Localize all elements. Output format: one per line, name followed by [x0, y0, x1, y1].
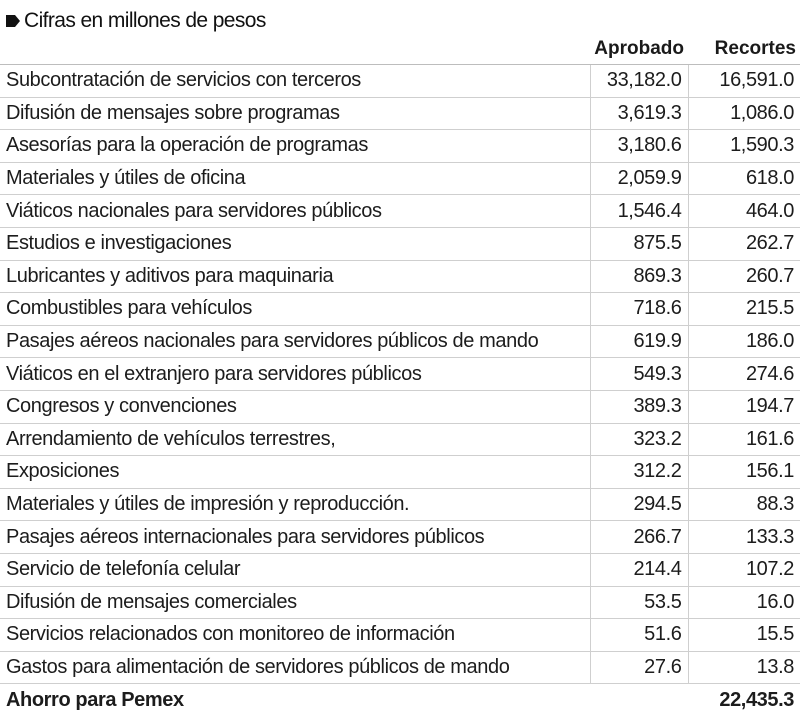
row-approved: 619.9 [590, 325, 688, 358]
row-concept: Servicios relacionados con monitoreo de información [0, 619, 590, 652]
row-cuts: 186.0 [688, 325, 800, 358]
row-cuts: 13.8 [688, 651, 800, 684]
row-cuts: 133.3 [688, 521, 800, 554]
row-cuts: 1,590.3 [688, 130, 800, 163]
row-cuts: 194.7 [688, 390, 800, 423]
row-cuts: 16.0 [688, 586, 800, 619]
row-concept: Asesorías para la operación de programas [0, 130, 590, 163]
total-empty-cell [590, 684, 688, 716]
row-concept: Viáticos nacionales para servidores públicos [0, 195, 590, 228]
table-row [0, 260, 800, 293]
table-caption [6, 8, 266, 34]
row-cuts: 215.5 [688, 293, 800, 326]
table-row [0, 130, 800, 163]
row-concept: Subcontratación de servicios con terceros [0, 65, 590, 98]
row-approved: 33,182.0 [590, 65, 688, 98]
table-row [0, 586, 800, 619]
row-cuts: 156.1 [688, 456, 800, 489]
row-cuts: 15.5 [688, 619, 800, 652]
row-approved: 51.6 [590, 619, 688, 652]
row-approved: 3,180.6 [590, 130, 688, 163]
table-row [0, 358, 800, 391]
row-approved: 323.2 [590, 423, 688, 456]
header-concept [0, 34, 590, 65]
row-approved: 1,546.4 [590, 195, 688, 228]
row-approved: 3,619.3 [590, 97, 688, 130]
tag-marker-icon [6, 14, 20, 28]
row-approved: 214.4 [590, 553, 688, 586]
row-concept: Pasajes aéreos nacionales para servidores públicos de mando [0, 325, 590, 358]
row-approved: 53.5 [590, 586, 688, 619]
table-row [0, 521, 800, 554]
row-approved: 549.3 [590, 358, 688, 391]
row-cuts: 618.0 [688, 162, 800, 195]
row-concept: Servicio de telefonía celular [0, 553, 590, 586]
row-approved: 875.5 [590, 227, 688, 260]
row-approved: 718.6 [590, 293, 688, 326]
table-row [0, 162, 800, 195]
header-approved: Aprobado [590, 34, 688, 65]
row-concept: Estudios e investigaciones [0, 227, 590, 260]
table-row [0, 97, 800, 130]
row-approved: 2,059.9 [590, 162, 688, 195]
table-row [0, 390, 800, 423]
total-value: 22,435.3 [719, 688, 794, 711]
table-row [0, 293, 800, 326]
table-row [0, 619, 800, 652]
table-row [0, 65, 800, 98]
table-row [0, 195, 800, 228]
row-cuts: 107.2 [688, 553, 800, 586]
total-label: Ahorro para Pemex [6, 688, 184, 711]
row-concept: Materiales y útiles de oficina [0, 162, 590, 195]
row-approved: 389.3 [590, 390, 688, 423]
row-approved: 27.6 [590, 651, 688, 684]
row-concept: Arrendamiento de vehículos terrestres, [0, 423, 590, 456]
caption-text: Cifras en millones de pesos [24, 9, 266, 32]
row-concept: Difusión de mensajes comerciales [0, 586, 590, 619]
budget-cuts-table [0, 34, 800, 716]
row-concept: Congresos y convenciones [0, 390, 590, 423]
row-concept: Combustibles para vehículos [0, 293, 590, 326]
table-row [0, 456, 800, 489]
table-row [0, 553, 800, 586]
row-approved: 294.5 [590, 488, 688, 521]
total-row [0, 684, 800, 716]
row-approved: 312.2 [590, 456, 688, 489]
row-cuts: 260.7 [688, 260, 800, 293]
table-row [0, 488, 800, 521]
row-concept: Viáticos en el extranjero para servidores públicos [0, 358, 590, 391]
header-row [0, 34, 800, 65]
row-concept: Materiales y útiles de impresión y reproducción. [0, 488, 590, 521]
row-concept: Gastos para alimentación de servidores públicos de mando [0, 651, 590, 684]
row-approved: 869.3 [590, 260, 688, 293]
row-concept: Lubricantes y aditivos para maquinaria [0, 260, 590, 293]
header-cuts: Recortes [688, 34, 800, 65]
table-row [0, 227, 800, 260]
row-cuts: 464.0 [688, 195, 800, 228]
row-cuts: 1,086.0 [688, 97, 800, 130]
row-cuts: 274.6 [688, 358, 800, 391]
row-cuts: 16,591.0 [688, 65, 800, 98]
row-concept: Difusión de mensajes sobre programas [0, 97, 590, 130]
row-cuts: 88.3 [688, 488, 800, 521]
row-cuts: 161.6 [688, 423, 800, 456]
row-approved: 266.7 [590, 521, 688, 554]
row-concept: Pasajes aéreos internacionales para servidores públicos [0, 521, 590, 554]
row-cuts: 262.7 [688, 227, 800, 260]
row-concept: Exposiciones [0, 456, 590, 489]
table-row [0, 651, 800, 684]
table-row [0, 423, 800, 456]
table-row [0, 325, 800, 358]
